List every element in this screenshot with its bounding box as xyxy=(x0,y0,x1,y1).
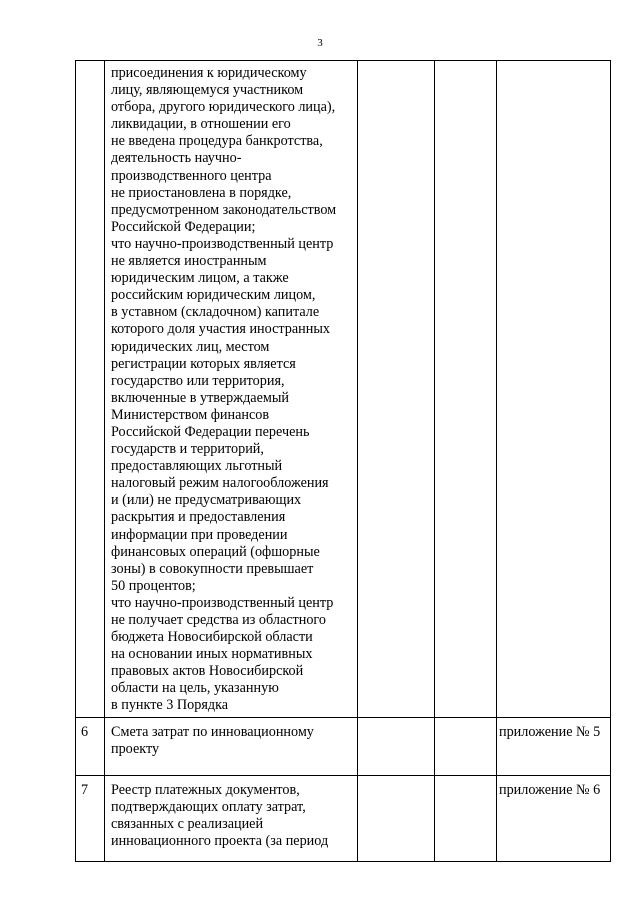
text-line: предоставляющих льготный xyxy=(111,458,283,475)
text-line: отбора, другого юридического лица), xyxy=(111,99,336,116)
text-line: инновационного проекта (за период xyxy=(111,833,329,850)
empty-cell xyxy=(358,717,435,775)
text-line: не введена процедура банкротства, xyxy=(111,133,323,150)
text-line: государство или территория, xyxy=(111,372,285,389)
empty-cell xyxy=(358,775,435,861)
text-line: финансовых операций (офшорные xyxy=(111,543,320,560)
empty-cell xyxy=(358,61,435,718)
document-name-cell xyxy=(105,775,358,861)
requirement-text-cell xyxy=(105,61,358,718)
row-number-cell xyxy=(76,61,105,718)
text-line: Российской Федерации перечень xyxy=(111,423,310,440)
text-line: зоны) в совокупности превышает xyxy=(111,560,314,577)
row-number-cell: 6 xyxy=(76,717,105,775)
appendix-reference-cell: приложение № 6 xyxy=(497,775,611,861)
text-line: включенные в утверждаемый xyxy=(111,389,289,406)
text-line: связанных с реализацией xyxy=(111,815,264,832)
empty-cell xyxy=(435,61,497,718)
text-line: что научно-производственный центр xyxy=(111,235,334,252)
text-line: что научно-производственный центр xyxy=(111,594,334,611)
text-line: и (или) не предусматривающих xyxy=(111,492,302,509)
text-line: 50 процентов; xyxy=(111,577,196,594)
text-line: производственного центра xyxy=(111,167,272,184)
document-table xyxy=(75,60,611,862)
document-name-cell xyxy=(105,717,358,775)
text-line: информации при проведении xyxy=(111,526,288,543)
empty-cell xyxy=(435,717,497,775)
text-line: в уставном (складочном) капитале xyxy=(111,304,320,321)
text-line: деятельность научно- xyxy=(111,150,242,167)
text-line: регистрации которых является xyxy=(111,355,296,372)
text-line: присоединения к юридическому xyxy=(111,65,307,81)
text-line: проекту xyxy=(111,740,160,757)
text-line: правовых актов Новосибирской xyxy=(111,663,304,680)
text-line: не является иностранным xyxy=(111,253,267,270)
text-line: не получает средства из областного xyxy=(111,612,326,628)
text-line: в пункте 3 Порядка xyxy=(111,697,229,714)
text-line: Российской Федерации; xyxy=(111,218,256,235)
text-line: на основании иных нормативных xyxy=(111,646,313,663)
text-line: юридических лиц, местом xyxy=(111,338,270,355)
text-line: российским юридическим лицом, xyxy=(111,287,316,304)
text-line: Министерством финансов xyxy=(111,406,270,423)
text-line: которого доля участия иностранных xyxy=(111,321,330,338)
text-line: ликвидации, в отношении его xyxy=(111,116,291,133)
text-line: налоговый режим налогообложения xyxy=(111,475,329,492)
text-line: не приостановлена в порядке, xyxy=(111,184,292,201)
table-row xyxy=(76,717,611,775)
table-row-continued xyxy=(76,61,611,718)
text-line: государств и территорий, xyxy=(111,441,264,458)
text-line: предусмотренном законодательством xyxy=(111,201,337,218)
empty-cell xyxy=(497,61,611,718)
page-number: 3 xyxy=(317,37,323,49)
text-line: подтверждающих оплату затрат, xyxy=(111,798,306,815)
text-line: Смета затрат по инновационному xyxy=(111,723,314,740)
text-line: бюджета Новосибирской области xyxy=(111,629,313,646)
text-line: области на цель, указанную xyxy=(111,680,279,697)
appendix-reference-cell: приложение № 5 xyxy=(497,717,611,775)
empty-cell xyxy=(435,775,497,861)
table-row xyxy=(76,775,611,861)
text-line: лицу, являющемуся участником xyxy=(111,82,304,99)
text-line: Реестр платежных документов, xyxy=(111,781,300,798)
text-line: раскрытия и предоставления xyxy=(111,509,286,526)
row-number-cell: 7 xyxy=(76,775,105,861)
text-line: юридическим лицом, а также xyxy=(111,270,289,287)
